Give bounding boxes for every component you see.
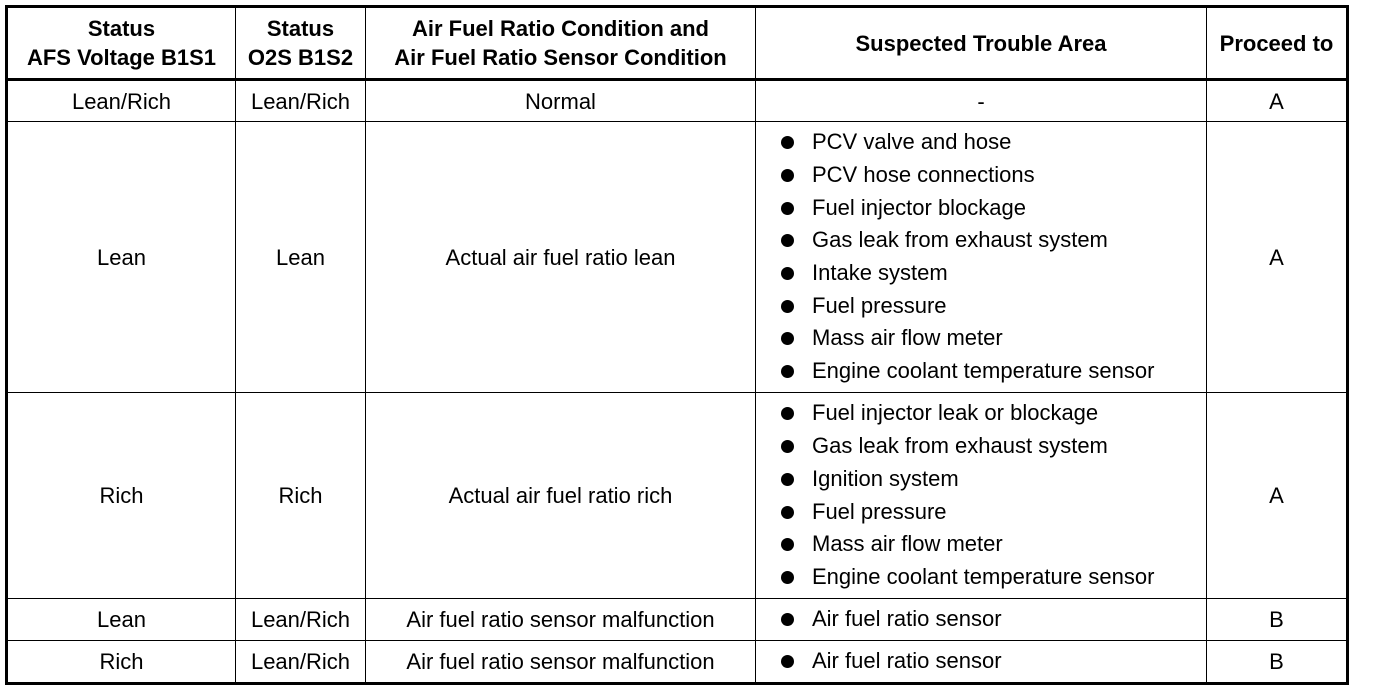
bullet-icon [781,538,794,551]
trouble-list [756,645,1206,678]
cell-trouble [756,122,1207,393]
list-item: Mass air flow meter [778,528,1206,561]
list-item: Fuel injector leak or blockage [778,397,1206,430]
cell-condition: Actual air fuel ratio lean [366,122,756,393]
header-row [7,7,1348,80]
cell-o2s: Lean/Rich [236,599,366,641]
cell-trouble: - [756,80,1207,122]
header-trouble-area: Suspected Trouble Area [756,7,1207,80]
list-item: Fuel pressure [778,496,1206,529]
bullet-icon [781,136,794,149]
bullet-icon [781,365,794,378]
header-condition: Air Fuel Ratio Condition and Air Fuel Ratio Sensor Condition [366,7,756,80]
cell-condition: Actual air fuel ratio rich [366,393,756,599]
trouble-list [756,126,1206,388]
cell-proceed: A [1207,393,1348,599]
cell-afs: Rich [7,641,236,684]
cell-afs: Lean [7,599,236,641]
bullet-icon [781,571,794,584]
list-item: Air fuel ratio sensor [778,645,1206,678]
list-item: Engine coolant temperature sensor [778,355,1206,388]
list-item: Fuel pressure [778,290,1206,323]
bullet-icon [781,655,794,668]
table-row [7,641,1348,684]
list-item: PCV valve and hose [778,126,1206,159]
bullet-icon [781,407,794,420]
cell-o2s: Lean/Rich [236,641,366,684]
bullet-icon [781,473,794,486]
list-item: Intake system [778,257,1206,290]
cell-condition: Normal [366,80,756,122]
cell-proceed: A [1207,80,1348,122]
bullet-icon [781,506,794,519]
table-row [7,599,1348,641]
bullet-icon [781,267,794,280]
cell-o2s: Lean/Rich [236,80,366,122]
trouble-list [756,397,1206,593]
trouble-list [756,603,1206,636]
list-item: Air fuel ratio sensor [778,603,1206,636]
list-item: Gas leak from exhaust system [778,224,1206,257]
cell-trouble [756,599,1207,641]
diagnostic-table-container [5,5,1349,685]
cell-trouble [756,393,1207,599]
header-proceed-to: Proceed to [1207,7,1348,80]
list-item: Gas leak from exhaust system [778,430,1206,463]
bullet-icon [781,440,794,453]
cell-o2s: Lean [236,122,366,393]
cell-proceed: B [1207,641,1348,684]
header-o2s: Status O2S B1S2 [236,7,366,80]
list-item: Fuel injector blockage [778,192,1206,225]
table-row [7,122,1348,393]
list-item: Ignition system [778,463,1206,496]
list-item: Mass air flow meter [778,322,1206,355]
cell-afs: Lean [7,122,236,393]
bullet-icon [781,202,794,215]
bullet-icon [781,169,794,182]
bullet-icon [781,613,794,626]
bullet-icon [781,332,794,345]
bullet-icon [781,300,794,313]
cell-proceed: A [1207,122,1348,393]
cell-o2s: Rich [236,393,366,599]
cell-afs: Rich [7,393,236,599]
list-item: Engine coolant temperature sensor [778,561,1206,594]
cell-condition: Air fuel ratio sensor malfunction [366,641,756,684]
cell-afs: Lean/Rich [7,80,236,122]
table-row [7,80,1348,122]
table-row [7,393,1348,599]
cell-condition: Air fuel ratio sensor malfunction [366,599,756,641]
bullet-icon [781,234,794,247]
diagnostic-table [5,5,1349,685]
cell-trouble [756,641,1207,684]
header-afs-voltage: Status AFS Voltage B1S1 [7,7,236,80]
list-item: PCV hose connections [778,159,1206,192]
cell-proceed: B [1207,599,1348,641]
